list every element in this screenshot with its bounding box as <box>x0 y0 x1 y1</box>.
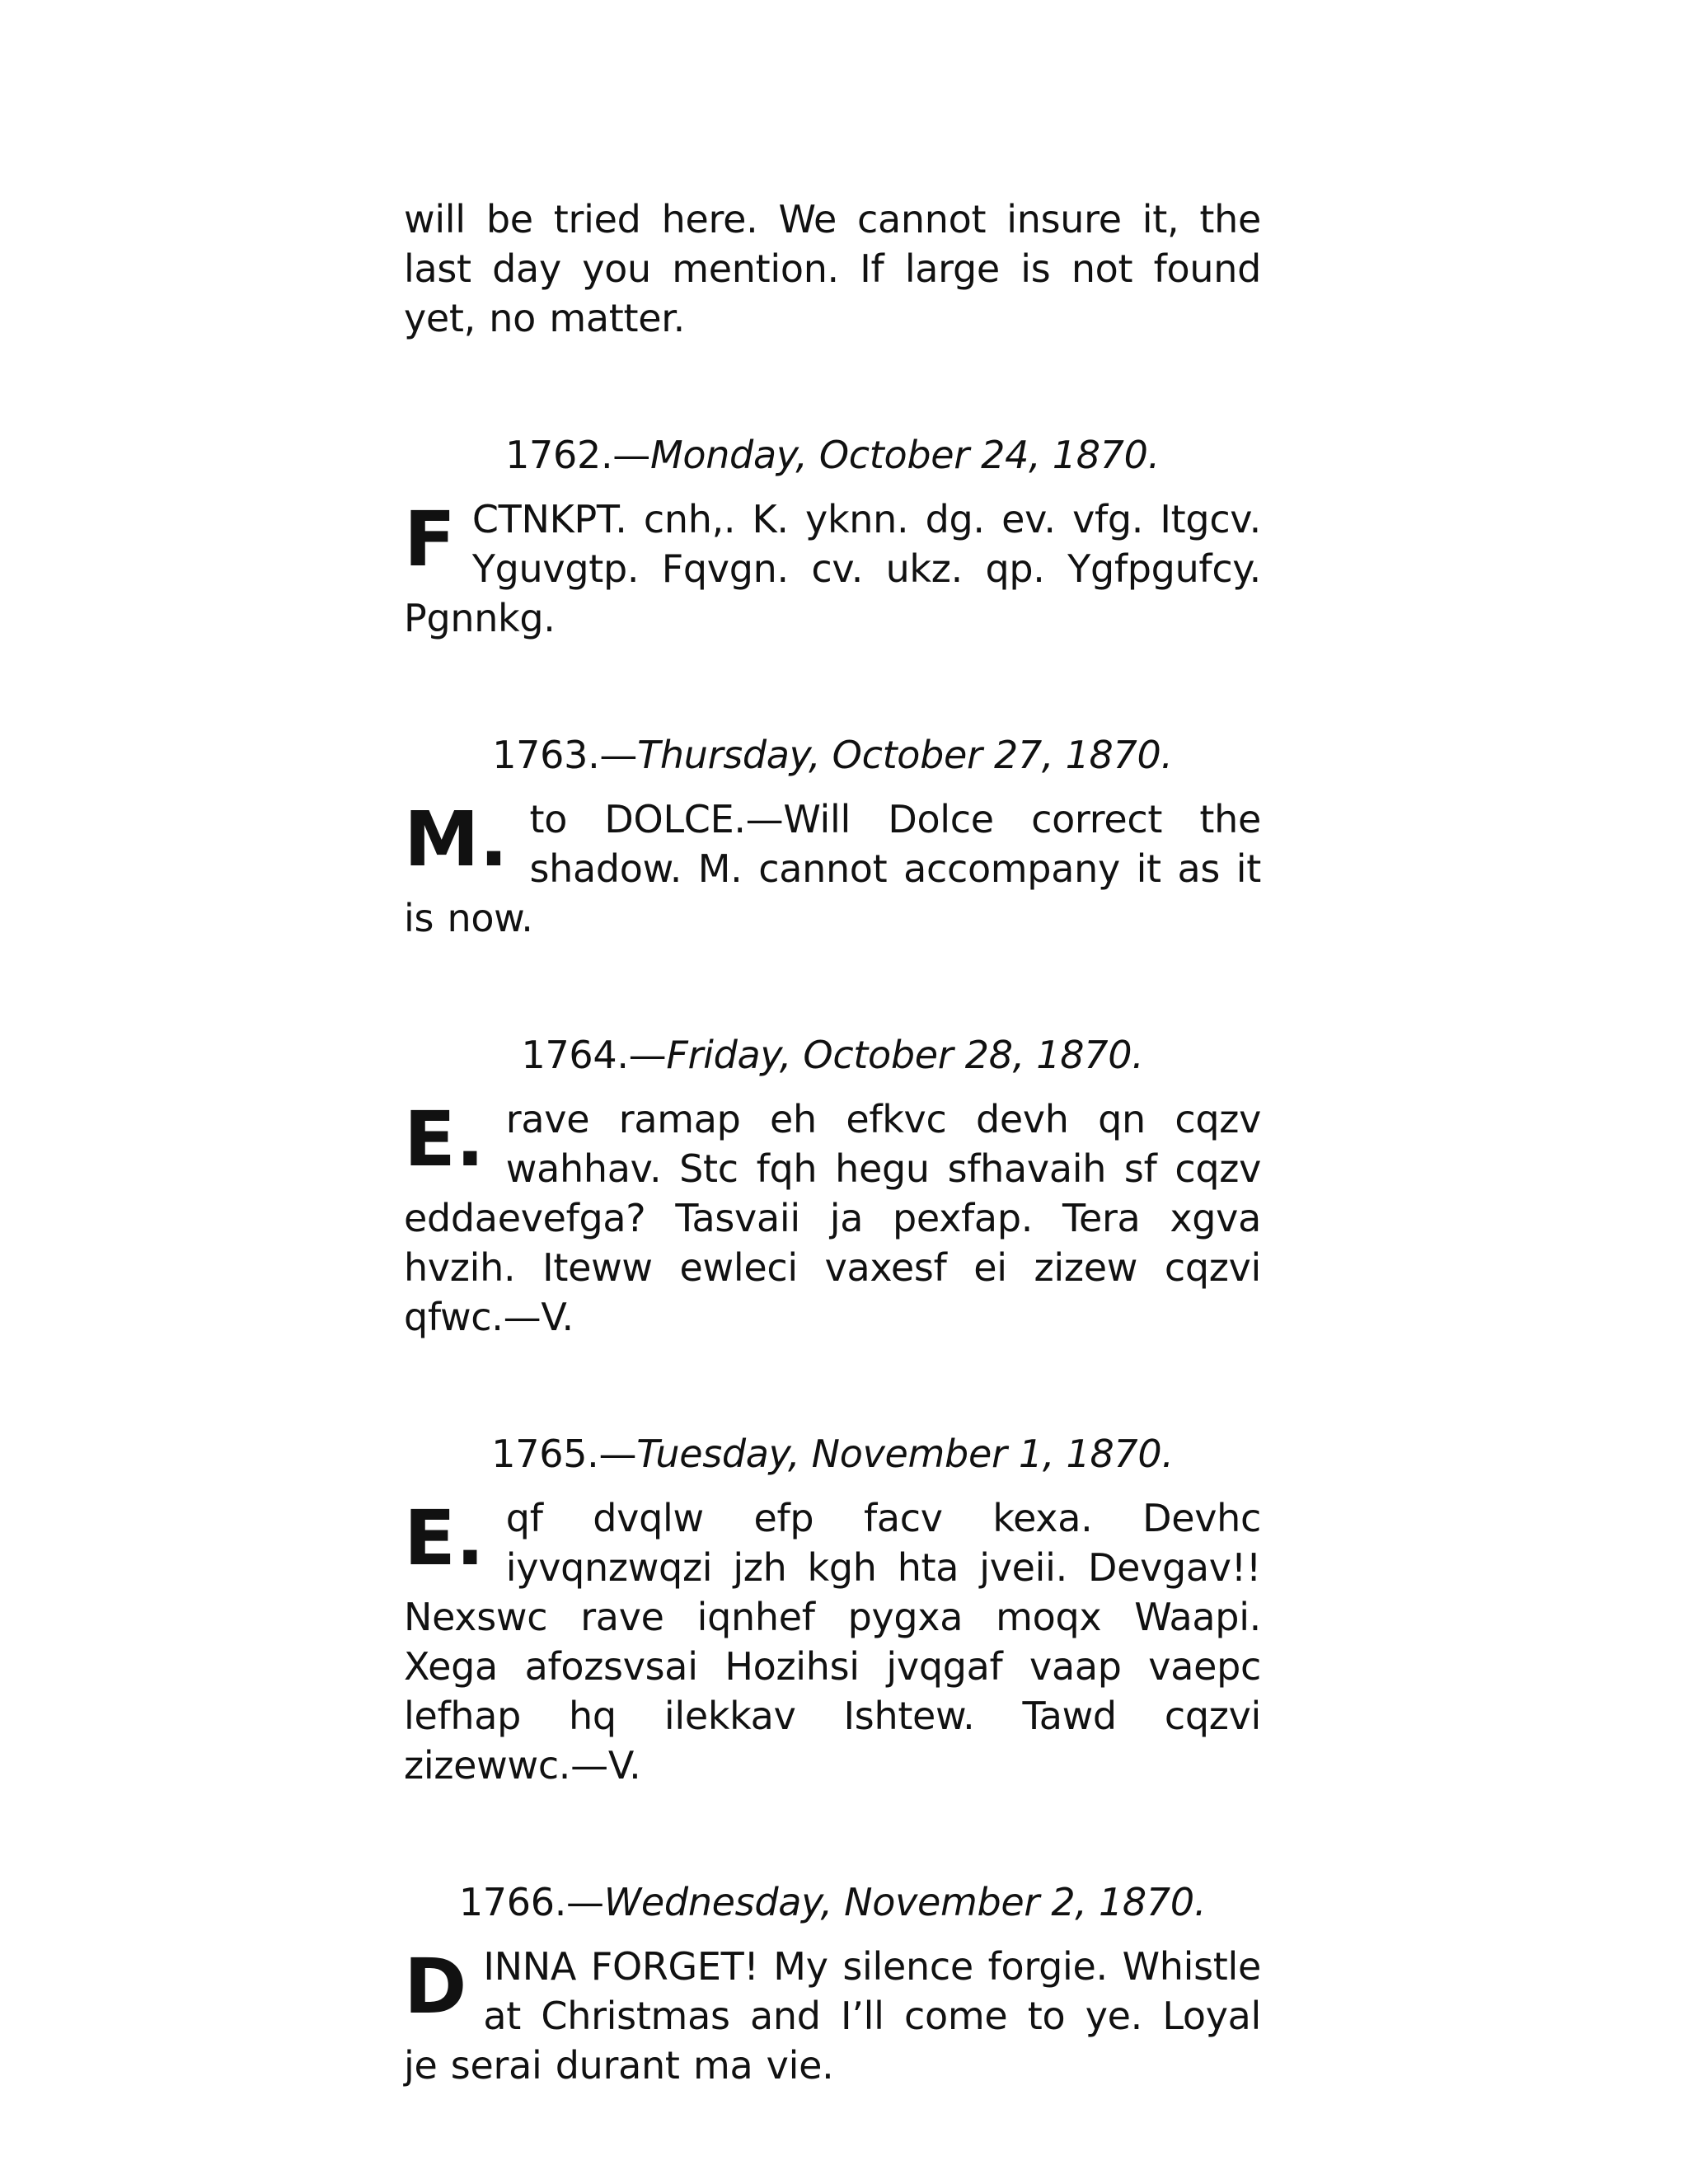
drop-cap: M. <box>404 795 509 883</box>
entry-heading <box>404 1877 1261 1927</box>
entry-heading <box>404 730 1261 780</box>
entry-number: 1762.— <box>505 433 650 477</box>
entry-body <box>404 1493 1261 1790</box>
entry-date: Wednesday, November 2, 1870. <box>603 1880 1207 1924</box>
document-page <box>404 194 1261 2177</box>
entry-heading <box>404 1429 1261 1479</box>
entry-1766 <box>404 1877 1261 2090</box>
drop-cap: E. <box>404 1095 485 1183</box>
entry-text: CTNKPT. cnh,. K. yknn. dg. ev. vfg. Itgcv. Yguvgtp. Fqvgn. cv. ukz. qp. Ygfpgufcy. Pgnnkg. <box>404 497 1261 640</box>
entry-date: Tuesday, November 1, 1870. <box>636 1432 1174 1476</box>
entry-number: 1765.— <box>491 1432 637 1476</box>
entry-body <box>404 1094 1261 1342</box>
entry-1762 <box>404 430 1261 643</box>
entry-text: rave ramap eh efkvc devh qn cqzv wahhav. Stc fqh hegu sfhavaih sf cqzv eddaevefga? Tasvaii ja pexfap. Tera xgva hvzih. Iteww ewleci vaxesf ei zizew cqzvi qfwc.—V. <box>404 1097 1261 1339</box>
entry-1765 <box>404 1429 1261 1790</box>
drop-cap: F <box>404 495 456 583</box>
drop-cap: E. <box>404 1494 485 1582</box>
entry-body <box>404 1942 1261 2090</box>
entry-number: 1763.— <box>492 733 638 777</box>
continued-paragraph: will be tried here. We cannot insure it, the last day you mention. If large is not found yet, no matter. <box>404 197 1261 340</box>
entry-number: 1766.— <box>458 1880 604 1924</box>
entry-text: INNA FORGET! My silence forgie. Whistle at Christmas and I’ll come to ye. Loyal je serai durant ma vie. <box>404 1944 1261 2088</box>
entry-text: to DOLCE.—Will Dolce correct the shadow. M. cannot accompany it as it is now. <box>404 797 1261 940</box>
entry-1763 <box>404 730 1261 943</box>
drop-cap: D <box>404 1943 467 2031</box>
entry-1764 <box>404 1030 1261 1342</box>
entry-date: Thursday, October 27, 1870. <box>637 733 1173 777</box>
entry-date: Monday, October 24, 1870. <box>649 433 1160 477</box>
entry-number: 1764.— <box>521 1033 667 1077</box>
entry-date: Friday, October 28, 1870. <box>666 1033 1144 1077</box>
entry-heading <box>404 1030 1261 1080</box>
entry-body <box>404 794 1261 943</box>
entry-text: qf dvqlw efp facv kexa. Devhc iyvqnzwqzi jzh kgh hta jveii. Devgav!! Nexswc rave iqnhef pygxa moqx Waapi. Xega afozsvsai Hozihsi jvqgaf vaap vaepc lefhap hq ilekkav Ishtew. Tawd cqzvi zizewwc.—V. <box>404 1496 1261 1788</box>
entry-heading <box>404 430 1261 480</box>
entry-body <box>404 494 1261 643</box>
